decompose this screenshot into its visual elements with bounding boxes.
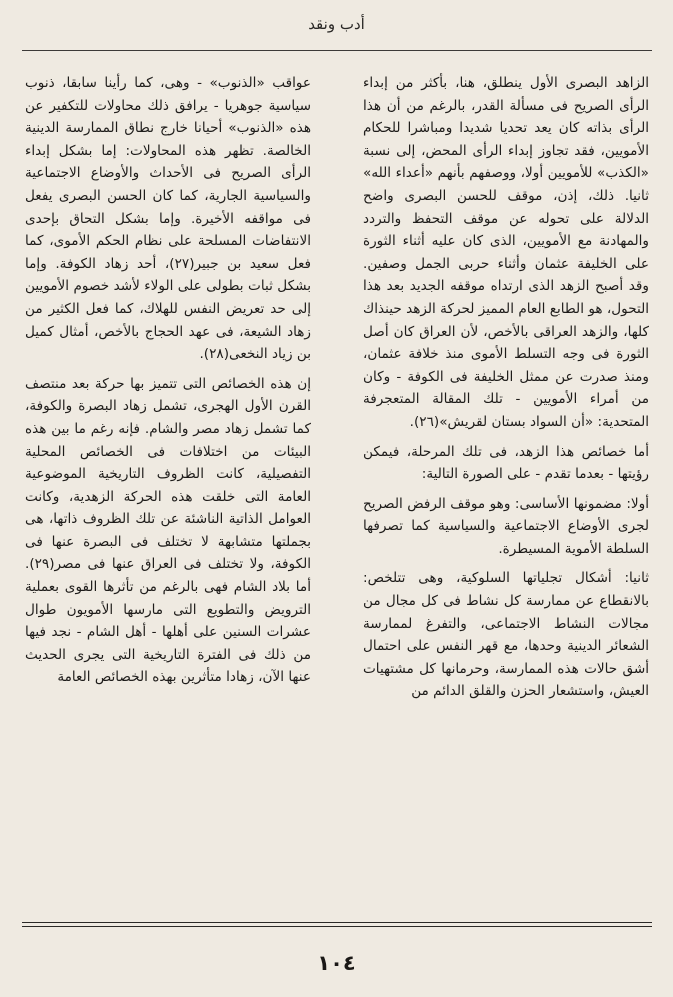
paragraph: إن هذه الخصائص التى تتميز بها حركة بعد منتصف القرن الأول الهجرى، تشمل زهاد البصرة والكوفة، كما تشمل زهاد مصر والشام. فإنه رغم ما بين هذه البيئات من اختلافات فى الخصائص المحلية التفصيلية، كانت الظروف التاريخية الموضوعية العامة التى خلقت هذه الحركة الزهدية، وكانت العوامل الذاتية الناشئة عن تلك الظروف ذاتها، هى بجملتها متشابهة لا تختلف فى البصرة عنها فى الكوفة، ولا تختلف فى العراق عنها فى مصر(٢٩). أما بلاد الشام فهى بالرغم من تأثرها القوى بعملية الترويض والتطويع التى مارسها الأمويون طوال عشرات السنين على أهلها - أهل الشام - نجد فيها من ذلك فى الفترة التاريخية التى يجرى الحديث عنها الآن، زهادا متأثرين بهذه الخصائص العامة [25, 375, 311, 686]
paragraph: ثانيا: أشكال تجلياتها السلوكية، وهى تتلخص: بالانقطاع عن ممارسة كل نشاط فى كل مجال من مجالات النشاط الاجتماعى، والتفرغ لممارسة الشعائر الدينية وحدها، مع قهر النفس على احتمال أشق حالات هذه الممارسة، وحرمانها كل مشتهيات العيش، واستشعار الحزن والقلق الدائم من [363, 570, 649, 700]
footer-rule-lower [22, 926, 652, 927]
text-column-left [25, 72, 311, 696]
page-number: ١٠٤ [317, 951, 356, 975]
paragraph: أما خصائص هذا الزهد، فى تلك المرحلة، فيمكن رؤيتها - بعدما تقدم - على الصورة التالية: [363, 443, 649, 483]
header-rule [22, 50, 652, 51]
text-column-right [363, 72, 649, 710]
paragraph: الزاهد البصرى الأول ينطلق، هنا، بأكثر من إبداء الرأى الصريح فى مسألة القدر، بالرغم من أن هذا الرأى بذاته كان يعد تحديا شديدا ومباشرا للحكام الأمويين، فقد تجاوز إبداء الرأى المحض، إلى نسبة «الكذب» للأمويين أولا، ووصفهم بأنهم «أعداء الله» ثانيا. ذلك، إذن، موقف للحسن البصرى واضح الدلالة على تحوله عن موقف التحفظ والتردد والمهادنة مع الأمويين، الذى كان عليه أثناء الثورة على الخليفة عثمان وأثناء حربى الجمل وصفين. وقد أصبح الزهد الذى ارتداه موقفه الجديد بعد هذا التحول، هو الطابع العام المميز لحركة الزهد حينذاك كلها، والزهد العراقى بالأخص، لأن العراق كان أصل الثورة فى وجه التسلط الأموى منذ خلافة عثمان، ومنذ صدرت عن ممثل الخليفة فى الكوفة - وكان من أمراء الأمويين - تلك المقالة المتعجرفة المتحدية: «أن السواد بستان لقريش»(٢٦). [363, 75, 649, 430]
paragraph: أولا: مضمونها الأساسى: وهو موقف الرفض الصريح لجرى الأوضاع الاجتماعية والسياسية كما تصرفها السلطة الأموية المسيطرة. [363, 495, 649, 557]
running-header: أدب ونقد [308, 15, 365, 33]
footer-rule-upper [22, 922, 652, 923]
paragraph: عواقب «الذنوب» - وهى، كما رأينا سابقا، ذنوب سياسية جوهريا - يرافق ذلك محاولات للتكفير عن هذه «الذنوب» أحيانا خارج نطاق الممارسة الدينية الخالصة. تظهر هذه المحاولات: إما بشكل إبداء الرأى الصريح فى الأحداث والأوضاع الاجتماعية والسياسية الجارية، كما كان الحسن البصرى يفعل فى مواقفه الأخيرة. وإما بشكل التحاق بإحدى الانتفاضات المسلحة على نظام الحكم الأموى، كما فعل سعيد بن جبير(٢٧)، أحد زهاد الكوفة. وإما بشكل ثبات بطولى على الولاء لأشد خصوم الأمويين إلى حد تعريض النفس للهلاك، كما فعل الكثير من زهاد الشيعة، فى عهد الحجاج بالأخص، أمثال كميل بن زياد النخعى(٢٨). [25, 75, 311, 363]
